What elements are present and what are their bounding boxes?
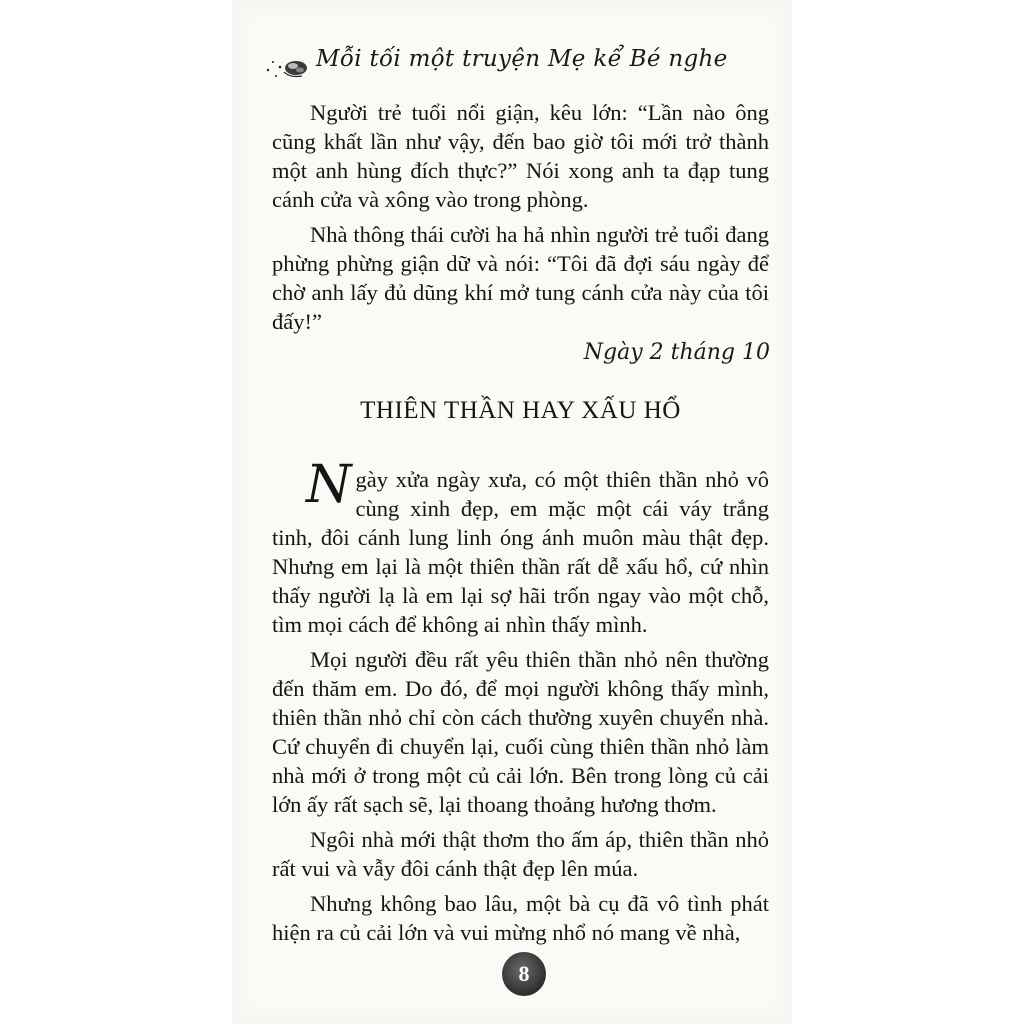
paragraph: Mọi người đều rất yêu thiên thần nhỏ nên thường đến thăm em. Do đó, để mọi người không thấy mình, thiên thần nhỏ chỉ còn cách thường xuyên chuyển nhà. Cứ chuyển đi chuyển lại, cuối cùng thiên thần nhỏ làm nhà mới ở trong một củ cải lớn. Bên trong lòng củ cải lớn ấy rất sạch sẽ, lại thoang thoảng hương thơm. — [272, 647, 769, 817]
first-paragraph — [272, 455, 769, 639]
flower-ornament-icon — [264, 52, 314, 82]
page-number: 8 — [502, 952, 546, 996]
previous-story-ending — [272, 98, 769, 342]
story-title: THIÊN THẦN HAY XẤU HỔ — [360, 397, 681, 424]
running-header — [264, 44, 728, 84]
paragraph: Người trẻ tuổi nổi giận, kêu lớn: “Lần nào ông cũng khất lần như vậy, đến bao giờ tôi mới trở thành một anh hùng đích thực?” Nói xong anh ta đạp tung cánh cửa và xông vào trong phòng. — [272, 100, 769, 212]
story-body — [272, 455, 769, 953]
paragraph: Nhà thông thái cười ha hả nhìn người trẻ tuổi đang phừng phừng giận dữ và nói: “Tôi đã đợi sáu ngày để chờ anh lấy đủ dũng khí mở tung cánh cửa này của tôi đấy!” — [272, 222, 769, 334]
first-paragraph-text: gày xửa ngày xưa, có một thiên thần nhỏ vô cùng xinh đẹp, em mặc một cái váy trắng tinh, đôi cánh lung linh óng ánh muôn màu thật đẹp. Nhưng em lại là một thiên thần rất dễ xấu hổ, cứ nhìn thấy người lạ là em lại sợ hãi trốn ngay vào một chỗ, tìm mọi cách để không ai nhìn thấy mình. — [272, 467, 769, 637]
story-date: Ngày 2 tháng 10 — [583, 340, 770, 365]
book-title: Mỗi tối một truyện Mẹ kể Bé nghe — [316, 46, 728, 72]
paragraph: Nhưng không bao lâu, một bà cụ đã vô tình phát hiện ra củ cải lớn và vui mừng nhổ nó mang về nhà, — [272, 891, 769, 945]
paragraph: Ngôi nhà mới thật thơm tho ấm áp, thiên thần nhỏ rất vui và vẫy đôi cánh thật đẹp lên múa. — [272, 827, 769, 881]
drop-cap: N — [306, 455, 352, 515]
